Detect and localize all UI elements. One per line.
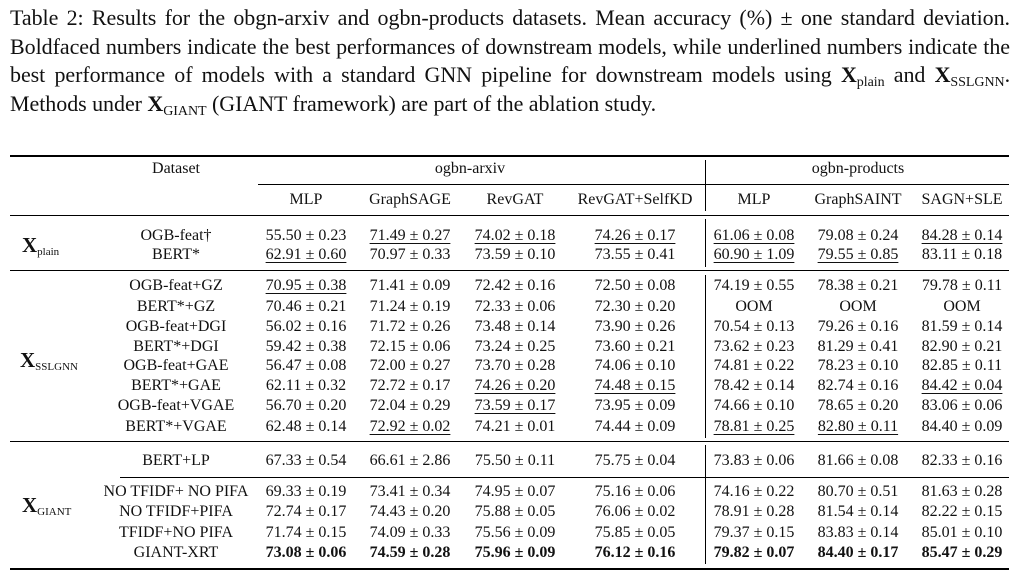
result-cell: 71.74 ± 0.15: [265, 524, 347, 541]
result-cell: 81.63 ± 0.28: [921, 483, 1003, 500]
caption-x-sslgnn-sub: SSLGNN: [950, 75, 1005, 90]
giant-inner-rule: [120, 477, 1009, 478]
group-label-x: X: [20, 348, 36, 372]
result-cell: 73.08 ± 0.06: [265, 544, 347, 561]
result-cell: 75.56 ± 0.09: [474, 524, 556, 541]
result-cell: 84.40 ± 0.17: [817, 544, 899, 561]
caption-text-1: Table 2: Results for the obgn-arxiv and ogbn-products datasets. Mean accuracy (%) ± one standard deviation. Boldfaced numbers indicate the best performances of downstream models, while underlined numbers indicate the best performance of models with a standard GNN pipeline for downstream models using: [10, 5, 1010, 87]
column-header: MLP: [737, 191, 771, 208]
result-cell: 75.85 ± 0.05: [594, 524, 676, 541]
method-name: TFIDF+NO PIFA: [118, 524, 234, 541]
caption-text-and: and: [884, 62, 935, 87]
group-rule-2: [10, 441, 1009, 442]
result-cell: 79.08 ± 0.24: [817, 227, 899, 244]
column-header: RevGAT+SelfKD: [577, 191, 693, 208]
result-cell: 72.74 ± 0.17: [265, 503, 347, 520]
result-cell: 72.72 ± 0.17: [369, 377, 451, 394]
result-cell: 55.50 ± 0.23: [265, 227, 347, 244]
result-cell: [370, 418, 451, 436]
result-cell: 74.16 ± 0.22: [713, 483, 795, 500]
result-cell: 70.54 ± 0.13: [713, 318, 795, 335]
result-cell: [595, 227, 676, 245]
result-cell: 67.33 ± 0.54: [265, 452, 347, 469]
result-cell: 72.50 ± 0.08: [594, 277, 676, 294]
result-cell: 73.90 ± 0.26: [594, 318, 676, 335]
result-cell: 75.50 ± 0.11: [474, 452, 556, 469]
table-caption: [10, 4, 1010, 118]
result-cell: 72.04 ± 0.29: [369, 397, 451, 414]
result-cell: 82.22 ± 0.15: [921, 503, 1003, 520]
underlined-value: 61.06 ± 0.08: [713, 227, 795, 244]
header-dataset: Dataset: [152, 160, 200, 177]
result-cell: 75.96 ± 0.09: [474, 544, 556, 561]
result-cell: 72.30 ± 0.20: [594, 298, 676, 315]
underlined-value: 78.81 ± 0.25: [713, 418, 795, 435]
result-cell: 73.59 ± 0.10: [474, 246, 556, 263]
result-cell: 78.65 ± 0.20: [817, 397, 899, 414]
underlined-value: 71.49 ± 0.27: [369, 227, 451, 244]
method-name: BERT*+VGAE: [125, 418, 227, 435]
result-cell: 84.40 ± 0.09: [921, 418, 1003, 435]
method-name: BERT*+DGI: [133, 338, 219, 355]
result-cell: [475, 227, 556, 245]
table-bottom-rule: [10, 568, 1009, 570]
result-cell: 83.06 ± 0.06: [921, 397, 1003, 414]
result-cell: 74.44 ± 0.09: [594, 418, 676, 435]
result-cell: 78.38 ± 0.21: [817, 277, 899, 294]
result-cell: [595, 377, 676, 395]
result-cell: 66.61 ± 2.86: [369, 452, 451, 469]
underlined-value: 84.28 ± 0.14: [921, 227, 1003, 244]
column-header: GraphSAGE: [369, 191, 451, 208]
result-cell: 83.11 ± 0.18: [921, 246, 1003, 263]
method-name: OGB-feat†: [140, 227, 212, 244]
underlined-value: 70.95 ± 0.38: [265, 277, 347, 294]
result-cell: 73.60 ± 0.21: [594, 338, 676, 355]
result-cell: 76.12 ± 0.16: [594, 544, 676, 561]
group-label-x: X: [22, 493, 38, 517]
method-name: BERT*: [152, 246, 200, 263]
result-cell: 85.01 ± 0.10: [921, 524, 1003, 541]
result-cell: 82.90 ± 0.21: [921, 338, 1003, 355]
caption-x-giant: X: [147, 90, 164, 116]
result-cell: 74.95 ± 0.07: [474, 483, 556, 500]
column-header: SAGN+SLE: [921, 191, 1003, 208]
underlined-value: 73.59 ± 0.17: [474, 397, 556, 414]
underlined-value: 60.90 ± 1.09: [713, 246, 795, 263]
result-cell: 81.66 ± 0.08: [817, 452, 899, 469]
result-cell: 73.95 ± 0.09: [594, 397, 676, 414]
underlined-value: 74.26 ± 0.17: [594, 227, 676, 244]
result-cell: [475, 397, 556, 415]
column-separator: [705, 445, 706, 564]
result-cell: 70.97 ± 0.33: [369, 246, 451, 263]
result-cell: 74.06 ± 0.10: [594, 357, 676, 374]
header-ogbn-arxiv: ogbn-arxiv: [434, 160, 506, 177]
column-header: MLP: [289, 191, 323, 208]
result-cell: 79.78 ± 0.11: [921, 277, 1003, 294]
result-cell: 73.48 ± 0.14: [474, 318, 556, 335]
result-cell: 74.09 ± 0.33: [369, 524, 451, 541]
result-cell: 75.88 ± 0.05: [474, 503, 556, 520]
result-cell: 71.24 ± 0.19: [369, 298, 451, 315]
result-cell: 71.41 ± 0.09: [369, 277, 451, 294]
result-cell: 73.41 ± 0.34: [369, 483, 451, 500]
underlined-value: 79.55 ± 0.85: [817, 246, 899, 263]
result-cell: 76.06 ± 0.02: [594, 503, 676, 520]
method-name: OGB-feat+GZ: [129, 277, 223, 294]
result-cell: OOM: [839, 298, 877, 315]
result-cell: 80.70 ± 0.51: [817, 483, 899, 500]
underlined-value: 72.92 ± 0.02: [369, 418, 451, 435]
method-name: OGB-feat+VGAE: [117, 397, 235, 414]
result-cell: 73.70 ± 0.28: [474, 357, 556, 374]
result-cell: 74.43 ± 0.20: [369, 503, 451, 520]
result-cell: [922, 227, 1003, 245]
result-cell: 72.33 ± 0.06: [474, 298, 556, 315]
result-cell: 56.70 ± 0.20: [265, 397, 347, 414]
column-separator: [705, 219, 706, 267]
caption-text-3: (GIANT framework) are part of the ablation study.: [206, 90, 657, 116]
result-cell: 56.47 ± 0.08: [265, 357, 347, 374]
group-label-sub: SSLGNN: [35, 361, 78, 373]
method-name: OGB-feat+DGI: [125, 318, 227, 335]
result-cell: 79.26 ± 0.16: [817, 318, 899, 335]
result-cell: 82.74 ± 0.16: [817, 377, 899, 394]
result-cell: [818, 246, 899, 264]
result-cell: 78.42 ± 0.14: [713, 377, 795, 394]
result-cell: 78.91 ± 0.28: [713, 503, 795, 520]
result-cell: 75.75 ± 0.04: [594, 452, 676, 469]
column-header: GraphSAINT: [814, 191, 902, 208]
result-cell: 74.59 ± 0.28: [369, 544, 451, 561]
result-cell: [714, 227, 795, 245]
result-cell: 83.83 ± 0.14: [817, 524, 899, 541]
caption-x-sslgnn: X: [934, 62, 951, 87]
result-cell: 73.62 ± 0.23: [713, 338, 795, 355]
caption-text-2: . Methods under: [10, 62, 1011, 116]
underlined-value: 74.48 ± 0.15: [594, 377, 676, 394]
result-cell: [266, 277, 347, 295]
result-cell: 75.16 ± 0.06: [594, 483, 676, 500]
result-cell: 78.23 ± 0.10: [817, 357, 899, 374]
result-cell: 62.48 ± 0.14: [265, 418, 347, 435]
result-cell: 73.83 ± 0.06: [713, 452, 795, 469]
underlined-value: 74.02 ± 0.18: [474, 227, 556, 244]
underlined-value: 74.26 ± 0.20: [474, 377, 556, 394]
method-name: NO TFIDF+PIFA: [119, 503, 233, 520]
underlined-value: 62.91 ± 0.60: [265, 246, 347, 263]
result-cell: 73.55 ± 0.41: [594, 246, 676, 263]
result-cell: [475, 377, 556, 395]
header-ogbn-products: ogbn-products: [811, 160, 905, 177]
method-name: BERT*+GAE: [131, 377, 221, 394]
result-cell: 72.15 ± 0.06: [369, 338, 451, 355]
column-separator: [705, 160, 706, 211]
method-name: BERT+LP: [142, 452, 210, 469]
group-label: [22, 233, 59, 258]
group-label-sub: GIANT: [37, 506, 72, 518]
caption-x-plain-sub: plain: [856, 75, 885, 90]
result-cell: [922, 377, 1003, 395]
group-label-x: X: [22, 233, 38, 257]
result-cell: 70.46 ± 0.21: [265, 298, 347, 315]
result-cell: 74.81 ± 0.22: [713, 357, 795, 374]
result-cell: 72.00 ± 0.27: [369, 357, 451, 374]
result-cell: [714, 246, 795, 264]
group-label: [22, 493, 71, 518]
caption-x-plain: X: [840, 62, 857, 87]
group-rule-1: [10, 270, 1009, 271]
group-label: [20, 348, 78, 373]
header-bottom-rule: [10, 215, 1009, 216]
result-cell: [266, 246, 347, 264]
result-cell: 62.11 ± 0.32: [265, 377, 347, 394]
result-cell: 69.33 ± 0.19: [265, 483, 347, 500]
result-cell: 82.85 ± 0.11: [921, 357, 1003, 374]
result-cell: 59.42 ± 0.38: [265, 338, 347, 355]
result-cell: OOM: [943, 298, 981, 315]
caption-x-giant-sub: GIANT: [163, 103, 207, 119]
method-name: OGB-feat+GAE: [123, 357, 229, 374]
result-cell: 85.47 ± 0.29: [921, 544, 1003, 561]
result-cell: 79.82 ± 0.07: [713, 544, 795, 561]
result-cell: 81.59 ± 0.14: [921, 318, 1003, 335]
result-cell: 56.02 ± 0.16: [265, 318, 347, 335]
result-cell: 82.33 ± 0.16: [921, 452, 1003, 469]
result-cell: 81.29 ± 0.41: [817, 338, 899, 355]
result-cell: 72.42 ± 0.16: [474, 277, 556, 294]
result-cell: [714, 418, 795, 436]
result-cell: 74.19 ± 0.55: [713, 277, 795, 294]
result-cell: [818, 418, 898, 436]
result-cell: 73.24 ± 0.25: [474, 338, 556, 355]
group-label-sub: plain: [37, 246, 60, 258]
underlined-value: 84.42 ± 0.04: [921, 377, 1003, 394]
result-cell: 81.54 ± 0.14: [817, 503, 899, 520]
method-name: NO TFIDF+ NO PIFA: [103, 483, 249, 500]
underlined-value: 82.80 ± 0.11: [817, 418, 899, 435]
result-cell: 79.37 ± 0.15: [713, 524, 795, 541]
column-header: RevGAT: [486, 191, 544, 208]
method-name: GIANT-XRT: [133, 544, 219, 561]
result-cell: 71.72 ± 0.26: [369, 318, 451, 335]
column-separator: [705, 275, 706, 438]
result-cell: OOM: [735, 298, 773, 315]
table-top-rule: [10, 155, 1009, 157]
result-cell: 74.21 ± 0.01: [474, 418, 556, 435]
method-name: BERT*+GZ: [136, 298, 216, 315]
header-mid-rule: [258, 184, 1009, 185]
result-cell: [370, 227, 451, 245]
result-cell: 74.66 ± 0.10: [713, 397, 795, 414]
